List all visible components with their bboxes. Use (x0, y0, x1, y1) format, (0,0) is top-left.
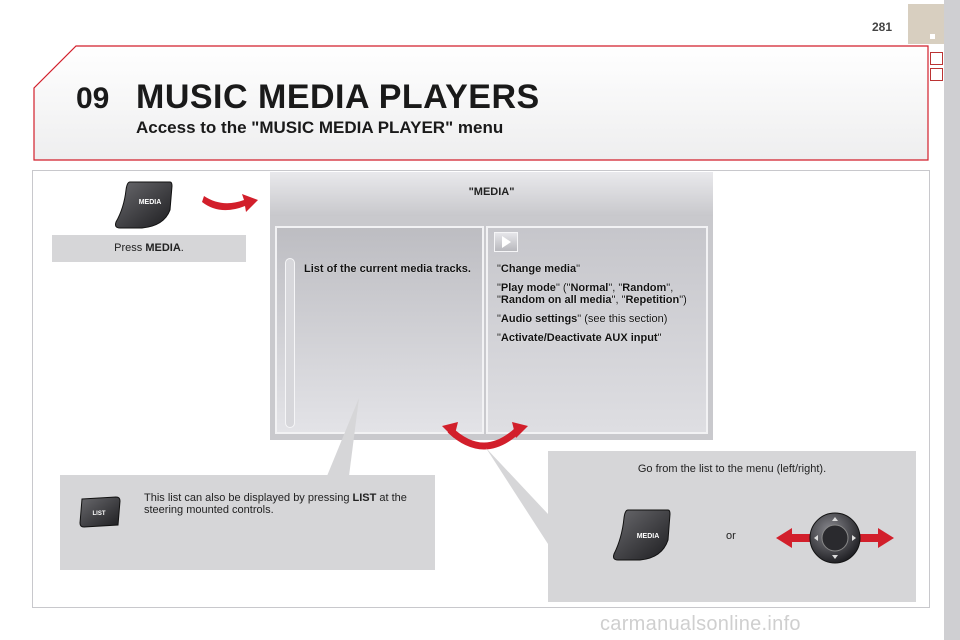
menu-option-text: " (497, 282, 501, 294)
menu-option-text: ", " (608, 282, 623, 294)
or-label: or (726, 530, 736, 542)
track-list-label: List of the current media tracks. (304, 263, 471, 275)
menu-options (497, 263, 709, 351)
scrollbar[interactable] (285, 258, 295, 428)
menu-option-text: " (497, 263, 501, 275)
play-icon (495, 233, 517, 251)
media-key-label: MEDIA (138, 199, 162, 206)
list-key-text (144, 492, 424, 516)
side-square-icon (930, 68, 943, 81)
media-key-icon (112, 180, 174, 230)
menu-option-text: Play mode (500, 282, 556, 294)
list-button-name: LIST (352, 492, 377, 504)
menu-option-text: Change media (500, 263, 577, 275)
list-text-before: This list can also be displayed by pressing (144, 492, 353, 504)
menu-option[interactable] (497, 263, 709, 275)
menu-option-text: " (497, 313, 501, 325)
watermark: carmanualsonline.info (600, 613, 801, 635)
callout-pointer (325, 398, 375, 478)
callout-pointer (484, 448, 550, 548)
menu-option-text: " (" (555, 282, 571, 294)
menu-option-text: ", " (611, 294, 626, 306)
menu-option-text: Random (622, 282, 667, 294)
list-key-icon (78, 495, 122, 529)
menu-option-text: ") (679, 294, 687, 306)
side-bar (944, 0, 960, 640)
chapter-title: MUSIC MEDIA PLAYERS (136, 78, 540, 116)
list-key-label: LIST (92, 511, 106, 517)
menu-option[interactable] (497, 313, 709, 325)
media-button-name: MEDIA (145, 242, 181, 254)
chapter-number: 09 (76, 82, 110, 115)
navigation-text: Go from the list to the menu (left/right). (637, 463, 827, 475)
page-number: 281 (872, 20, 893, 34)
menu-option-text: Repetition (625, 294, 680, 306)
side-square-icon (930, 52, 943, 65)
media-key-icon (610, 508, 672, 562)
joystick-left-right-icon (776, 510, 894, 566)
menu-option-text: Activate/Deactivate AUX input (500, 332, 658, 344)
press-media-instruction (52, 235, 246, 262)
menu-option-text: Normal (570, 282, 609, 294)
track-list-panel[interactable] (275, 226, 484, 434)
menu-option-text: Random on all media (500, 294, 612, 306)
menu-option-text: " (497, 332, 501, 344)
press-prefix: Press (114, 242, 146, 254)
menu-option[interactable] (497, 332, 709, 344)
menu-option-text: Audio settings (500, 313, 578, 325)
list-text-after: at the steering mounted controls. (144, 492, 407, 516)
tab-square-icon (930, 34, 935, 39)
red-arrow-icon (200, 186, 260, 216)
menu-option[interactable] (497, 282, 709, 306)
menu-option-text: ", " (497, 282, 674, 306)
menu-option-text: " (see this section) (577, 313, 668, 325)
play-button[interactable] (494, 232, 518, 252)
chapter-tab (908, 4, 944, 44)
screen-title: "MEDIA" (270, 172, 713, 216)
menu-option-text: " (657, 332, 662, 344)
media-key-label: MEDIA (636, 533, 660, 540)
menu-option-text: " (576, 263, 580, 275)
section-subtitle: Access to the "MUSIC MEDIA PLAYER" menu (136, 118, 504, 137)
press-suffix: . (180, 242, 184, 254)
